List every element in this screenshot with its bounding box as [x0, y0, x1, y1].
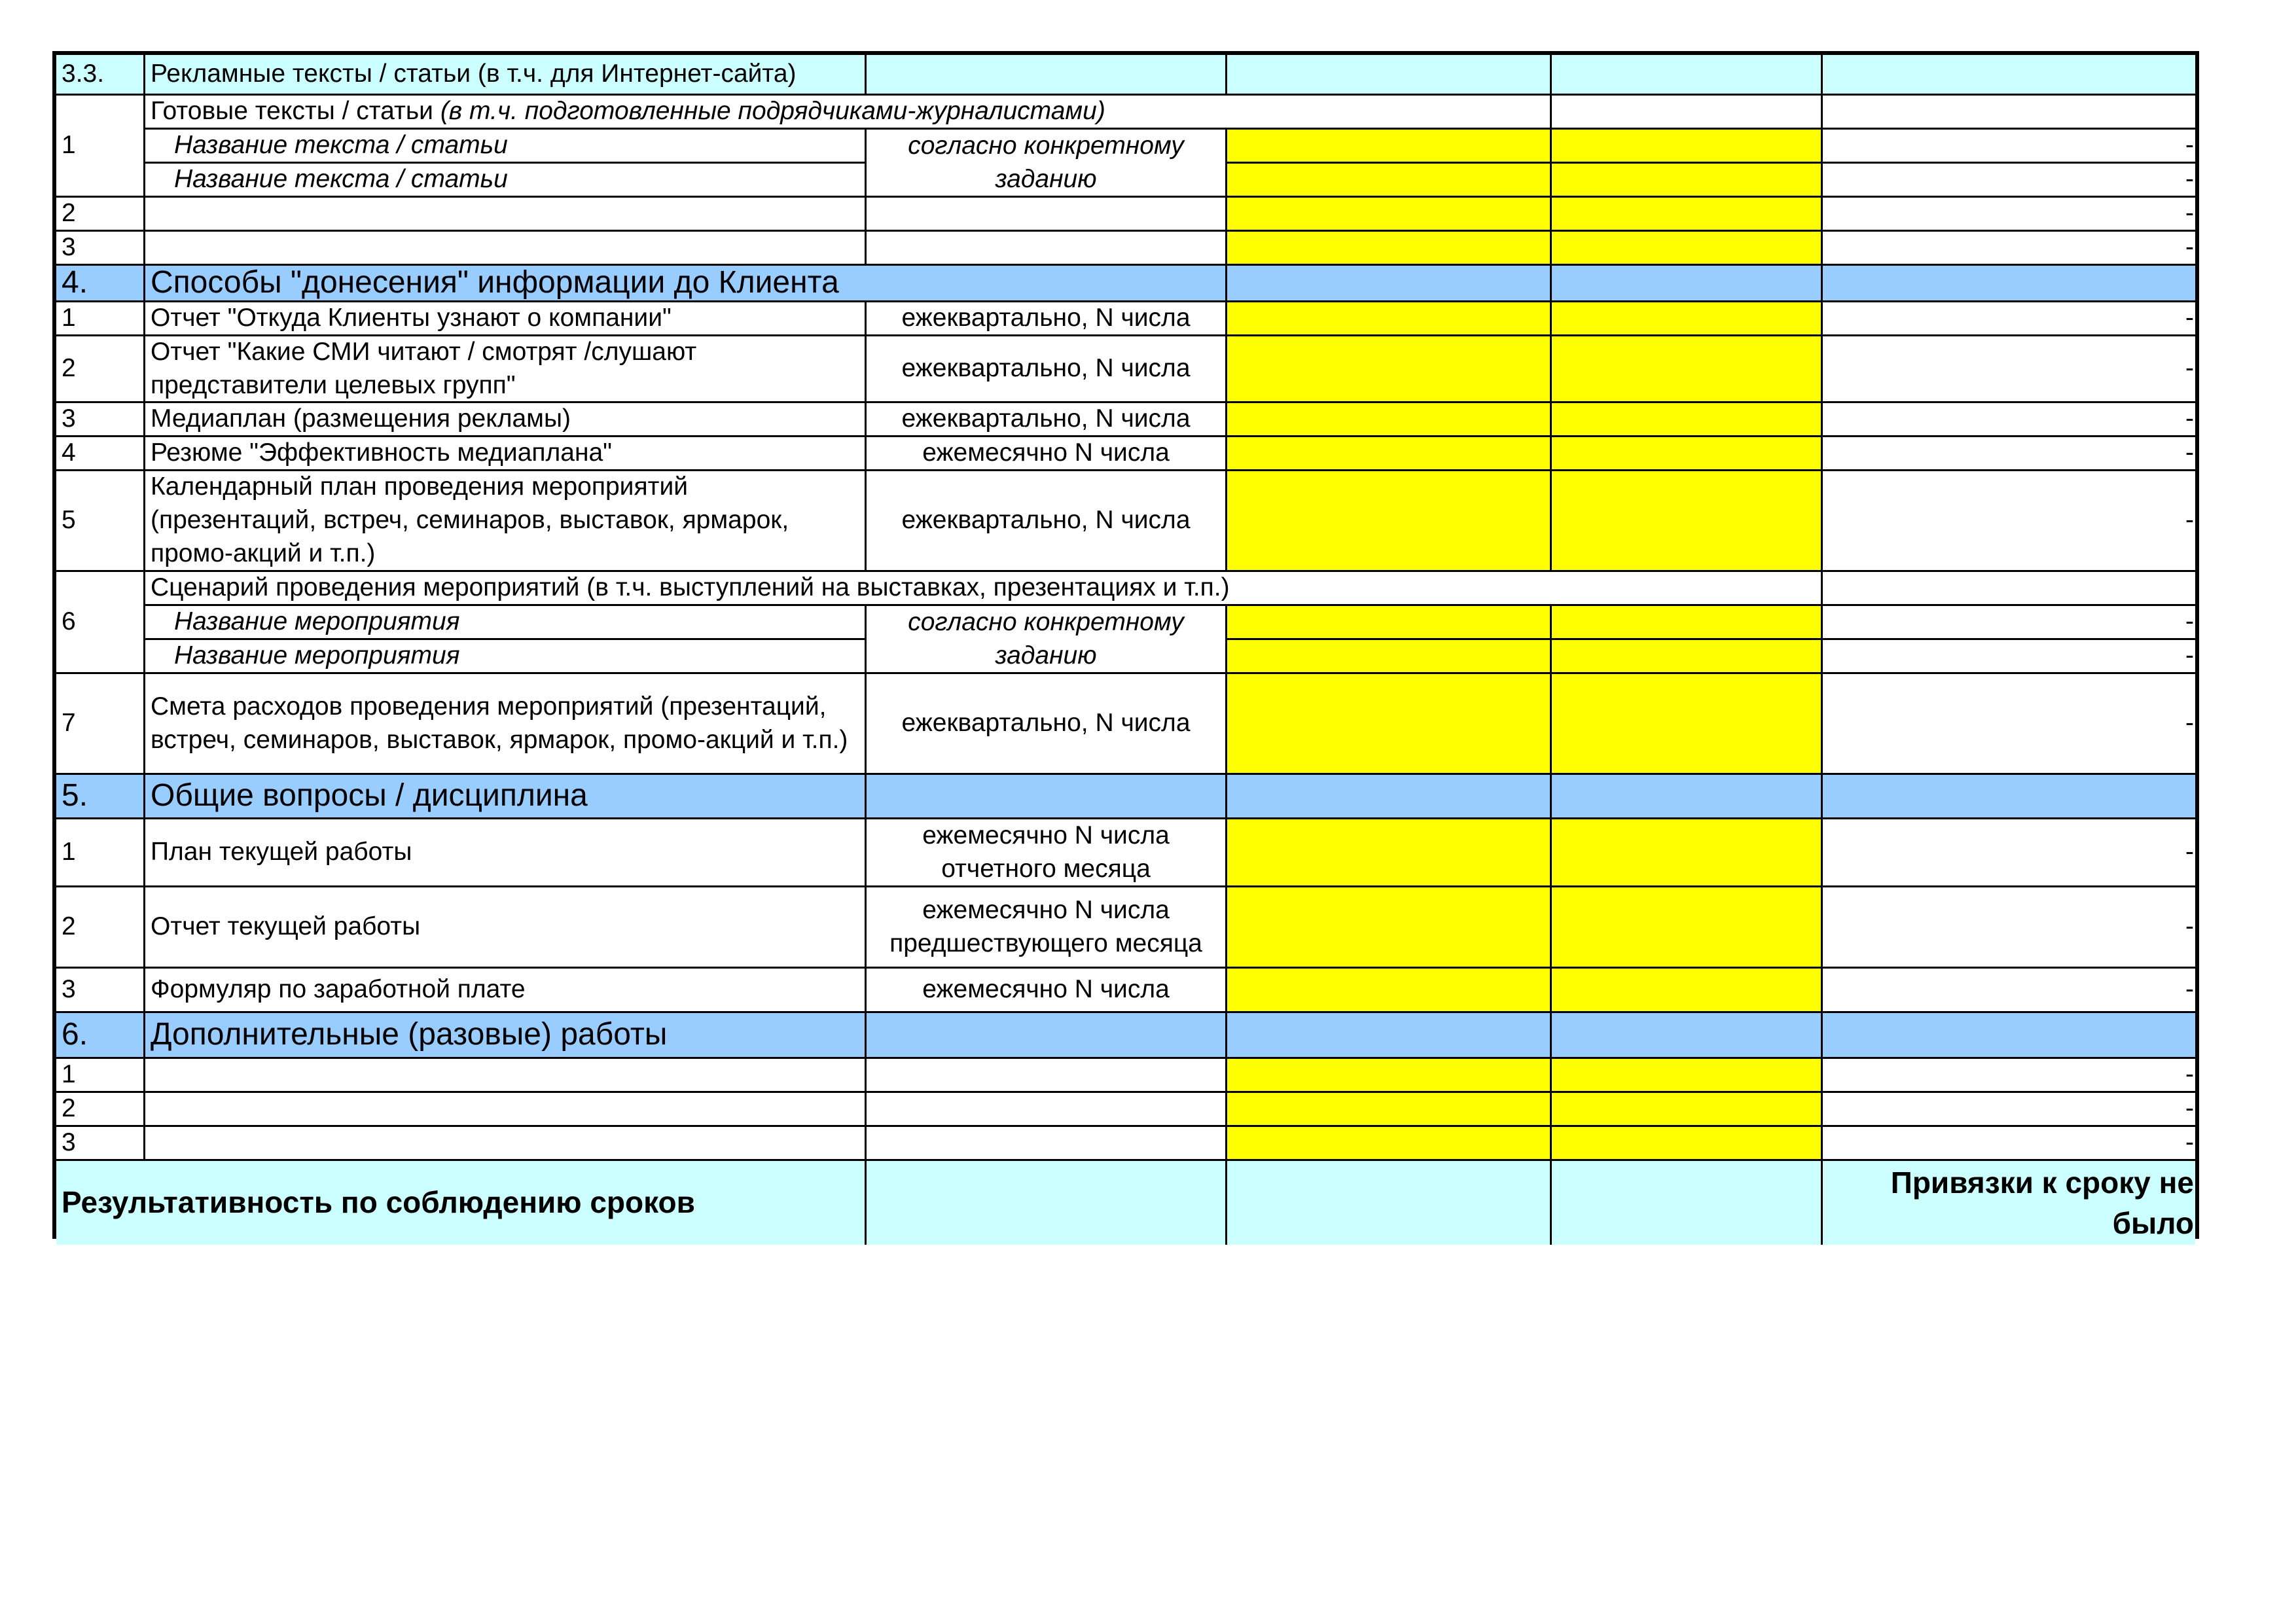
row-number[interactable]: 3 [56, 969, 145, 1013]
row-number[interactable]: 4 [56, 437, 145, 471]
yellow-input-cell[interactable] [1227, 336, 1552, 403]
cell[interactable] [867, 198, 1227, 232]
result-dash[interactable]: - [1823, 1059, 2195, 1093]
yellow-input-cell[interactable] [1227, 198, 1552, 232]
cell[interactable] [1823, 266, 2195, 302]
section-3-3-title[interactable]: Рекламные тексты / статьи (в т.ч. для Интернет-сайта) [145, 55, 867, 96]
cell[interactable] [1552, 1161, 1823, 1245]
yellow-input-cell[interactable] [1227, 674, 1552, 775]
spreadsheet-page [52, 51, 2199, 1239]
cell[interactable] [867, 1161, 1227, 1245]
deadline-line-2: заданию [995, 641, 1097, 669]
yellow-input-cell[interactable] [1552, 164, 1823, 198]
sub-item-name[interactable]: Название текста / статьи [145, 164, 867, 198]
result-dash[interactable]: - [1823, 130, 2195, 164]
deadline-cell[interactable] [867, 887, 1227, 969]
yellow-input-cell[interactable] [1552, 302, 1823, 336]
cell[interactable] [1552, 55, 1823, 96]
yellow-input-cell[interactable] [1552, 1059, 1823, 1093]
cell[interactable] [867, 1059, 1227, 1093]
cell[interactable] [867, 1127, 1227, 1161]
yellow-input-cell[interactable] [1227, 1059, 1552, 1093]
cell[interactable] [1552, 96, 1823, 130]
yellow-input-cell[interactable] [1227, 232, 1552, 266]
deadline-line-1: ежемесячно N числа [922, 895, 1170, 924]
cell[interactable] [867, 55, 1227, 96]
yellow-input-cell[interactable] [1227, 471, 1552, 572]
yellow-input-cell[interactable] [1227, 819, 1552, 887]
row-name[interactable]: Медиаплан (размещения рекламы) [145, 403, 867, 437]
yellow-input-cell[interactable] [1227, 1093, 1552, 1127]
row-name[interactable]: Смета расходов проведения мероприятий (презентаций, встреч, семинаров, выставок, ярмарок, промо-акций и т.п.) [145, 674, 867, 775]
cell[interactable] [145, 1127, 867, 1161]
section-6-title[interactable]: Дополнительные (разовые) работы [145, 1013, 867, 1059]
row-number[interactable]: 7 [56, 674, 145, 775]
result-dash[interactable]: - [1823, 606, 2195, 640]
deadline-cell[interactable]: ежеквартально, N числа [867, 471, 1227, 572]
cell[interactable] [1552, 775, 1823, 819]
yellow-input-cell[interactable] [1552, 471, 1823, 572]
yellow-input-cell[interactable] [1552, 674, 1823, 775]
result-dash[interactable]: - [1823, 887, 2195, 969]
cell[interactable] [1823, 572, 2195, 606]
section-5-title[interactable]: Общие вопросы / дисциплина [145, 775, 867, 819]
deadline-cell[interactable]: ежеквартально, N числа [867, 336, 1227, 403]
row-number[interactable]: 3 [56, 1127, 145, 1161]
row-number[interactable]: 2 [56, 198, 145, 232]
cell[interactable] [145, 1093, 867, 1127]
yellow-input-cell[interactable] [1227, 640, 1552, 674]
deadline-cell[interactable]: ежеквартально, N числа [867, 302, 1227, 336]
yellow-input-cell[interactable] [1552, 887, 1823, 969]
sub-item-name[interactable]: Название текста / статьи [145, 130, 867, 164]
row-number[interactable]: 3 [56, 403, 145, 437]
yellow-input-cell[interactable] [1227, 164, 1552, 198]
cell[interactable] [1227, 55, 1552, 96]
result-dash[interactable]: - [1823, 232, 2195, 266]
yellow-input-cell[interactable] [1552, 437, 1823, 471]
section-6-number[interactable]: 6. [56, 1013, 145, 1059]
footer-label[interactable]: Результативность по соблюдению сроков [56, 1161, 867, 1245]
yellow-input-cell[interactable] [1552, 819, 1823, 887]
row-number[interactable]: 3 [56, 232, 145, 266]
result-dash[interactable]: - [1823, 1127, 2195, 1161]
row-number[interactable]: 6 [56, 572, 145, 674]
deadline-cell[interactable] [867, 130, 1227, 198]
yellow-input-cell[interactable] [1227, 1127, 1552, 1161]
cell[interactable] [145, 1059, 867, 1093]
row-name[interactable]: Отчет "Какие СМИ читают / смотрят /слушают представители целевых групп" [145, 336, 867, 403]
row-name[interactable]: Отчет "Откуда Клиенты узнают о компании" [145, 302, 867, 336]
yellow-input-cell[interactable] [1227, 130, 1552, 164]
result-dash[interactable]: - [1823, 336, 2195, 403]
yellow-input-cell[interactable] [1552, 336, 1823, 403]
row-heading[interactable]: Сценарий проведения мероприятий (в т.ч. выступлений на выставках, презентациях и т.п.) [145, 572, 1823, 606]
deadline-cell[interactable]: ежемесячно N числа [867, 437, 1227, 471]
row-name[interactable]: Резюме "Эффективность медиаплана" [145, 437, 867, 471]
row-number[interactable]: 2 [56, 336, 145, 403]
deadline-line-2: заданию [995, 164, 1097, 193]
result-dash[interactable]: - [1823, 819, 2195, 887]
heading-italic: (в т.ч. подготовленные подрядчиками-журналистами) [440, 97, 1105, 126]
yellow-input-cell[interactable] [1552, 969, 1823, 1013]
yellow-input-cell[interactable] [1227, 437, 1552, 471]
cell[interactable] [1552, 1013, 1823, 1059]
deadline-line-1: согласно конкретному [908, 607, 1184, 636]
yellow-input-cell[interactable] [1552, 606, 1823, 640]
result-dash[interactable]: - [1823, 1093, 2195, 1127]
cell[interactable] [1227, 1161, 1552, 1245]
heading-plain: Готовые тексты / статьи [151, 97, 440, 126]
cell[interactable] [145, 232, 867, 266]
section-3-3-number[interactable]: 3.3. [56, 55, 145, 96]
cell[interactable] [1227, 775, 1552, 819]
section-4-title[interactable]: Способы "донесения" информации до Клиента [145, 266, 1227, 302]
deadline-cell[interactable]: ежеквартально, N числа [867, 403, 1227, 437]
result-dash[interactable]: - [1823, 471, 2195, 572]
cell[interactable] [1227, 1013, 1552, 1059]
deadline-cell[interactable] [867, 819, 1227, 887]
yellow-input-cell[interactable] [1227, 606, 1552, 640]
row-number[interactable]: 1 [56, 1059, 145, 1093]
sub-item-name[interactable]: Название мероприятия [145, 606, 867, 640]
deadline-line-1: согласно конкретному [908, 131, 1184, 160]
yellow-input-cell[interactable] [1552, 1127, 1823, 1161]
row-heading[interactable] [145, 96, 1552, 130]
result-dash[interactable]: - [1823, 164, 2195, 198]
result-dash[interactable]: - [1823, 640, 2195, 674]
yellow-input-cell[interactable] [1552, 1093, 1823, 1127]
cell[interactable] [1823, 96, 2195, 130]
yellow-input-cell[interactable] [1552, 232, 1823, 266]
result-dash[interactable]: - [1823, 437, 2195, 471]
row-number[interactable]: 2 [56, 1093, 145, 1127]
row-name[interactable]: Формуляр по заработной плате [145, 969, 867, 1013]
result-dash[interactable]: - [1823, 198, 2195, 232]
cell[interactable] [145, 198, 867, 232]
deadline-cell[interactable] [867, 606, 1227, 674]
deadline-cell[interactable]: ежемесячно N числа [867, 969, 1227, 1013]
deadline-cell[interactable]: ежеквартально, N числа [867, 674, 1227, 775]
yellow-input-cell[interactable] [1552, 130, 1823, 164]
result-dash[interactable]: - [1823, 403, 2195, 437]
deadline-line-2: отчетного месяца [941, 854, 1151, 883]
yellow-input-cell[interactable] [1552, 640, 1823, 674]
yellow-input-cell[interactable] [1227, 302, 1552, 336]
row-name[interactable]: План текущей работы [145, 819, 867, 887]
cell[interactable] [1552, 266, 1823, 302]
cell[interactable] [1823, 1013, 2195, 1059]
cell[interactable] [1823, 775, 2195, 819]
row-number[interactable]: 5 [56, 471, 145, 572]
deadline-line-1: ежемесячно N числа [922, 821, 1170, 849]
table-grid [56, 55, 2195, 1240]
yellow-input-cell[interactable] [1227, 969, 1552, 1013]
result-dash[interactable]: - [1823, 674, 2195, 775]
cell[interactable] [867, 1013, 1227, 1059]
yellow-input-cell[interactable] [1552, 198, 1823, 232]
row-number[interactable]: 1 [56, 302, 145, 336]
result-dash[interactable]: - [1823, 969, 2195, 1013]
cell[interactable] [867, 232, 1227, 266]
cell[interactable] [867, 1093, 1227, 1127]
cell[interactable] [867, 775, 1227, 819]
yellow-input-cell[interactable] [1227, 887, 1552, 969]
cell[interactable] [1227, 266, 1552, 302]
section-5-number[interactable]: 5. [56, 775, 145, 819]
row-number[interactable]: 2 [56, 887, 145, 969]
yellow-input-cell[interactable] [1552, 403, 1823, 437]
result-dash[interactable]: - [1823, 302, 2195, 336]
row-name[interactable]: Отчет текущей работы [145, 887, 867, 969]
row-number[interactable]: 1 [56, 96, 145, 198]
sub-item-name[interactable]: Название мероприятия [145, 640, 867, 674]
deadline-line-2: предшествующего месяца [889, 929, 1202, 957]
section-4-number[interactable]: 4. [56, 266, 145, 302]
cell[interactable] [1823, 55, 2195, 96]
row-number[interactable]: 1 [56, 819, 145, 887]
yellow-input-cell[interactable] [1227, 403, 1552, 437]
row-name[interactable]: Календарный план проведения мероприятий (презентаций, встреч, семинаров, выставок, ярмарок, промо-акций и т.п.) [145, 471, 867, 572]
footer-note[interactable]: Привязки к сроку не было [1823, 1161, 2195, 1245]
